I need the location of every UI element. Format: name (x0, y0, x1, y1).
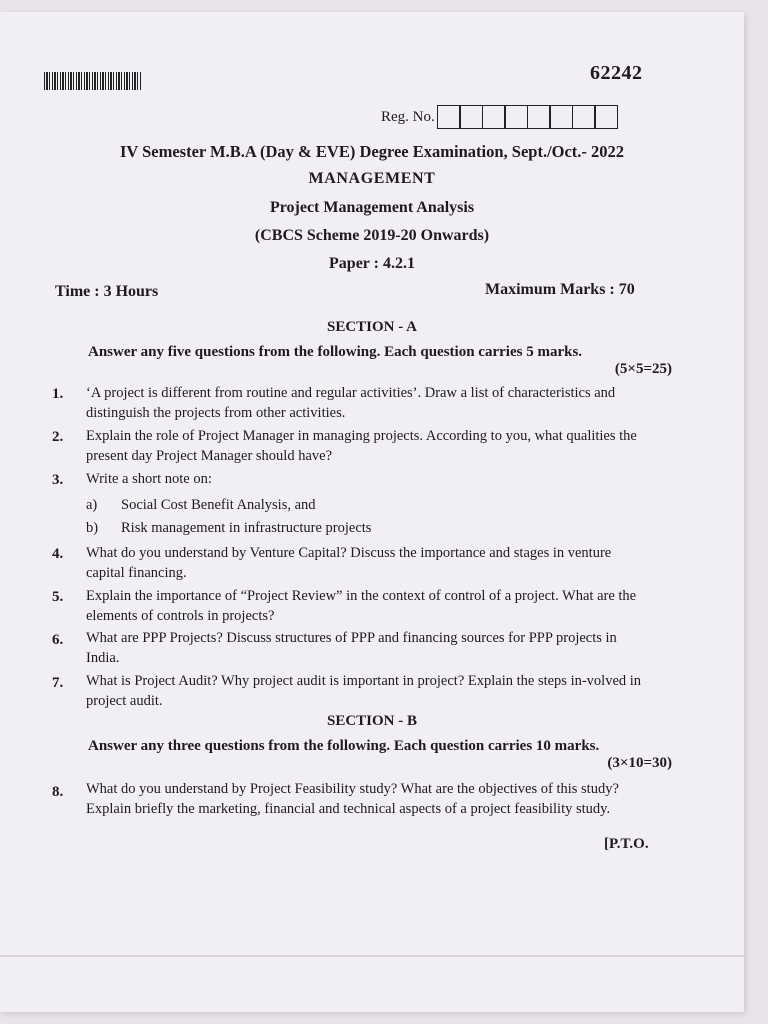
section-b-instruction: Answer any three questions from the following. Each question carries 10 marks. (88, 738, 600, 754)
barcode-image (44, 72, 142, 90)
paper-title: Project Management Analysis (269, 199, 475, 216)
exam-scheme: (CBCS Scheme 2019-20 Onwards) (254, 227, 490, 244)
paper-number: Paper : 4.2.1 (329, 255, 415, 272)
section-a-instruction: Answer any five questions from the following. Each question carries 5 marks. (88, 344, 583, 360)
question-number: 4. (52, 546, 64, 562)
reg-no-label: Reg. No. (381, 109, 435, 125)
question-number: 5. (52, 589, 64, 605)
exam-sheet (0, 12, 744, 1012)
question-text: Explain the role of Project Manager in managing projects. According to you, what qualities the present day Project Manager should have? (86, 428, 637, 464)
reg-no-box (437, 105, 461, 129)
question-number: 6. (52, 632, 64, 648)
reg-no-box (459, 105, 483, 129)
reg-no-box (482, 105, 506, 129)
exam-time: Time : 3 Hours (55, 283, 159, 300)
exam-subject: MANAGEMENT (308, 170, 436, 187)
question-text: What do you understand by Venture Capital? Discuss the importance and stages in venture capital financing. (86, 545, 612, 581)
section-b-title: SECTION - B (326, 713, 418, 729)
question-number: 2. (52, 429, 64, 445)
subpart-label: b) (86, 520, 99, 536)
subpart-text: Risk management in infrastructure projects (121, 520, 372, 536)
page-fold-line (0, 955, 744, 957)
question-number: 8. (52, 784, 64, 800)
maximum-marks: Maximum Marks : 70 (485, 281, 635, 298)
question-text: Write a short note on: (86, 471, 212, 487)
question-number: 3. (52, 472, 64, 488)
reg-no-box (549, 105, 573, 129)
reg-no-box (594, 105, 618, 129)
question-text: What do you understand by Project Feasibility study? What are the objectives of this study? Explain briefly the marketing, financial and technical aspects of a project feasibility study. (86, 781, 619, 817)
question-text: Explain the importance of “Project Review” in the context of control of a project. What are the elements of controls in projects? (86, 588, 637, 624)
section-a-title: SECTION - A (326, 319, 418, 335)
please-turn-over: [P.T.O. (604, 836, 649, 852)
question-number: 1. (52, 386, 64, 402)
subpart-text: Social Cost Benefit Analysis, and (121, 497, 316, 513)
question-text: ‘A project is different from routine and regular activities’. Draw a list of characteristics and distinguish the projects from other activities. (86, 385, 616, 421)
question-text: What are PPP Projects? Discuss structures of PPP and financing sources for PPP projects in India. (86, 630, 617, 666)
reg-no-box (504, 105, 528, 129)
subpart-label: a) (86, 497, 98, 513)
question-text: What is Project Audit? Why project audit is important in project? Explain the steps in-volved in project audit. (86, 673, 642, 709)
reg-no-boxes (438, 105, 618, 129)
exam-heading: IV Semester M.B.A (Day & EVE) Degree Examination, Sept./Oct.- 2022 (119, 142, 625, 161)
section-b-marks-allocation: (3×10=30) (607, 755, 672, 771)
question-number: 7. (52, 675, 64, 691)
section-a-marks-allocation: (5×5=25) (614, 361, 672, 377)
reg-no-box (527, 105, 551, 129)
reg-no-box (572, 105, 596, 129)
paper-code: 62242 (590, 62, 643, 84)
